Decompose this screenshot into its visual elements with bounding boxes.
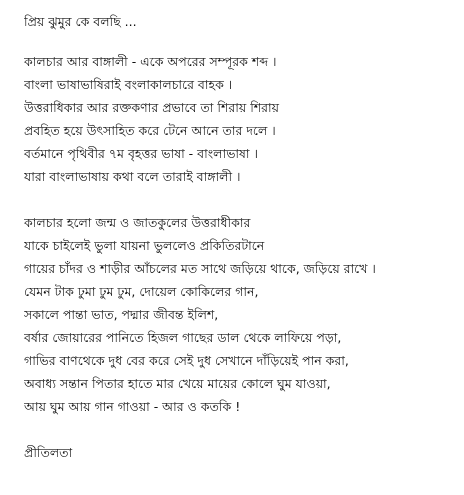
signature: প্রীতিলতা [24,445,73,460]
poem-line: প্রবহিত হয়ে উৎসাহিত করে টেনে আনে তার দলে । [24,123,276,138]
poem-line: বাংলা ভাষাভাষিরাই বংলাকালচারে বাহক । [24,77,233,92]
poem-line: কালচার আর বাঙ্গালী - একে অপরের সম্পূরক শব্দ । [24,54,277,69]
poem-line: বর্ষার জোয়ারের পানিতে হিজল গাছের ডাল থেকে লাফিয়ে পড়া, [24,330,342,345]
poem-line: গাভির বাণথেকে দুধ বের করে সেই দুধ সেখানে দাঁড়িয়েই পান করা, [24,353,349,368]
poem-line: আয় ঘুম আয় গান গাওয়া - আর ও কতকি ! [24,399,241,414]
greeting-line: প্রিয় ঝুমুর কে বলছি ... [24,14,137,29]
poem-line: বর্তমানে পৃথিবীর ৭ম বৃহত্তর ভাষা - বাংলাভাষা । [24,146,258,161]
poem-line: উত্তরাধিকার আর রক্তকণার প্রভাবে তা শিরায় শিরায় [24,100,280,115]
spacer [24,33,458,50]
stanza-two [24,211,458,418]
poem-line: যেমন টাক ঢুমা ঢুম ঢুম, দোয়েল কোকিলের গান, [24,284,259,299]
stanza-one [24,50,458,188]
letter-document [24,10,458,464]
spacer [24,188,458,211]
poem-line: যাকে চাইলেই ভুলা যায়না ভুললেও প্রকিতিরটানে [24,238,265,253]
poem-line: অবাধ্য সন্তান পিতার হাতে মার খেয়ে মায়ের কোলে ঘুম যাওয়া, [24,376,331,391]
poem-line: সকালে পান্তা ভাত, পদ্মার জীবন্ত ইলিশ, [24,307,219,322]
poem-line: যারা বাংলাভাষায় কথা বলে তারাই বাঙ্গালী । [24,169,241,184]
poem-line: গায়ের চাঁদর ও শাড়ীর আঁচলের মত সাথে জড়িয়ে থাকে, জড়িয়ে রাখে । [24,261,376,276]
spacer [24,418,458,441]
poem-line: কালচার হলো জন্ম ও জাতকুলের উত্তরাধীকার [24,215,251,230]
